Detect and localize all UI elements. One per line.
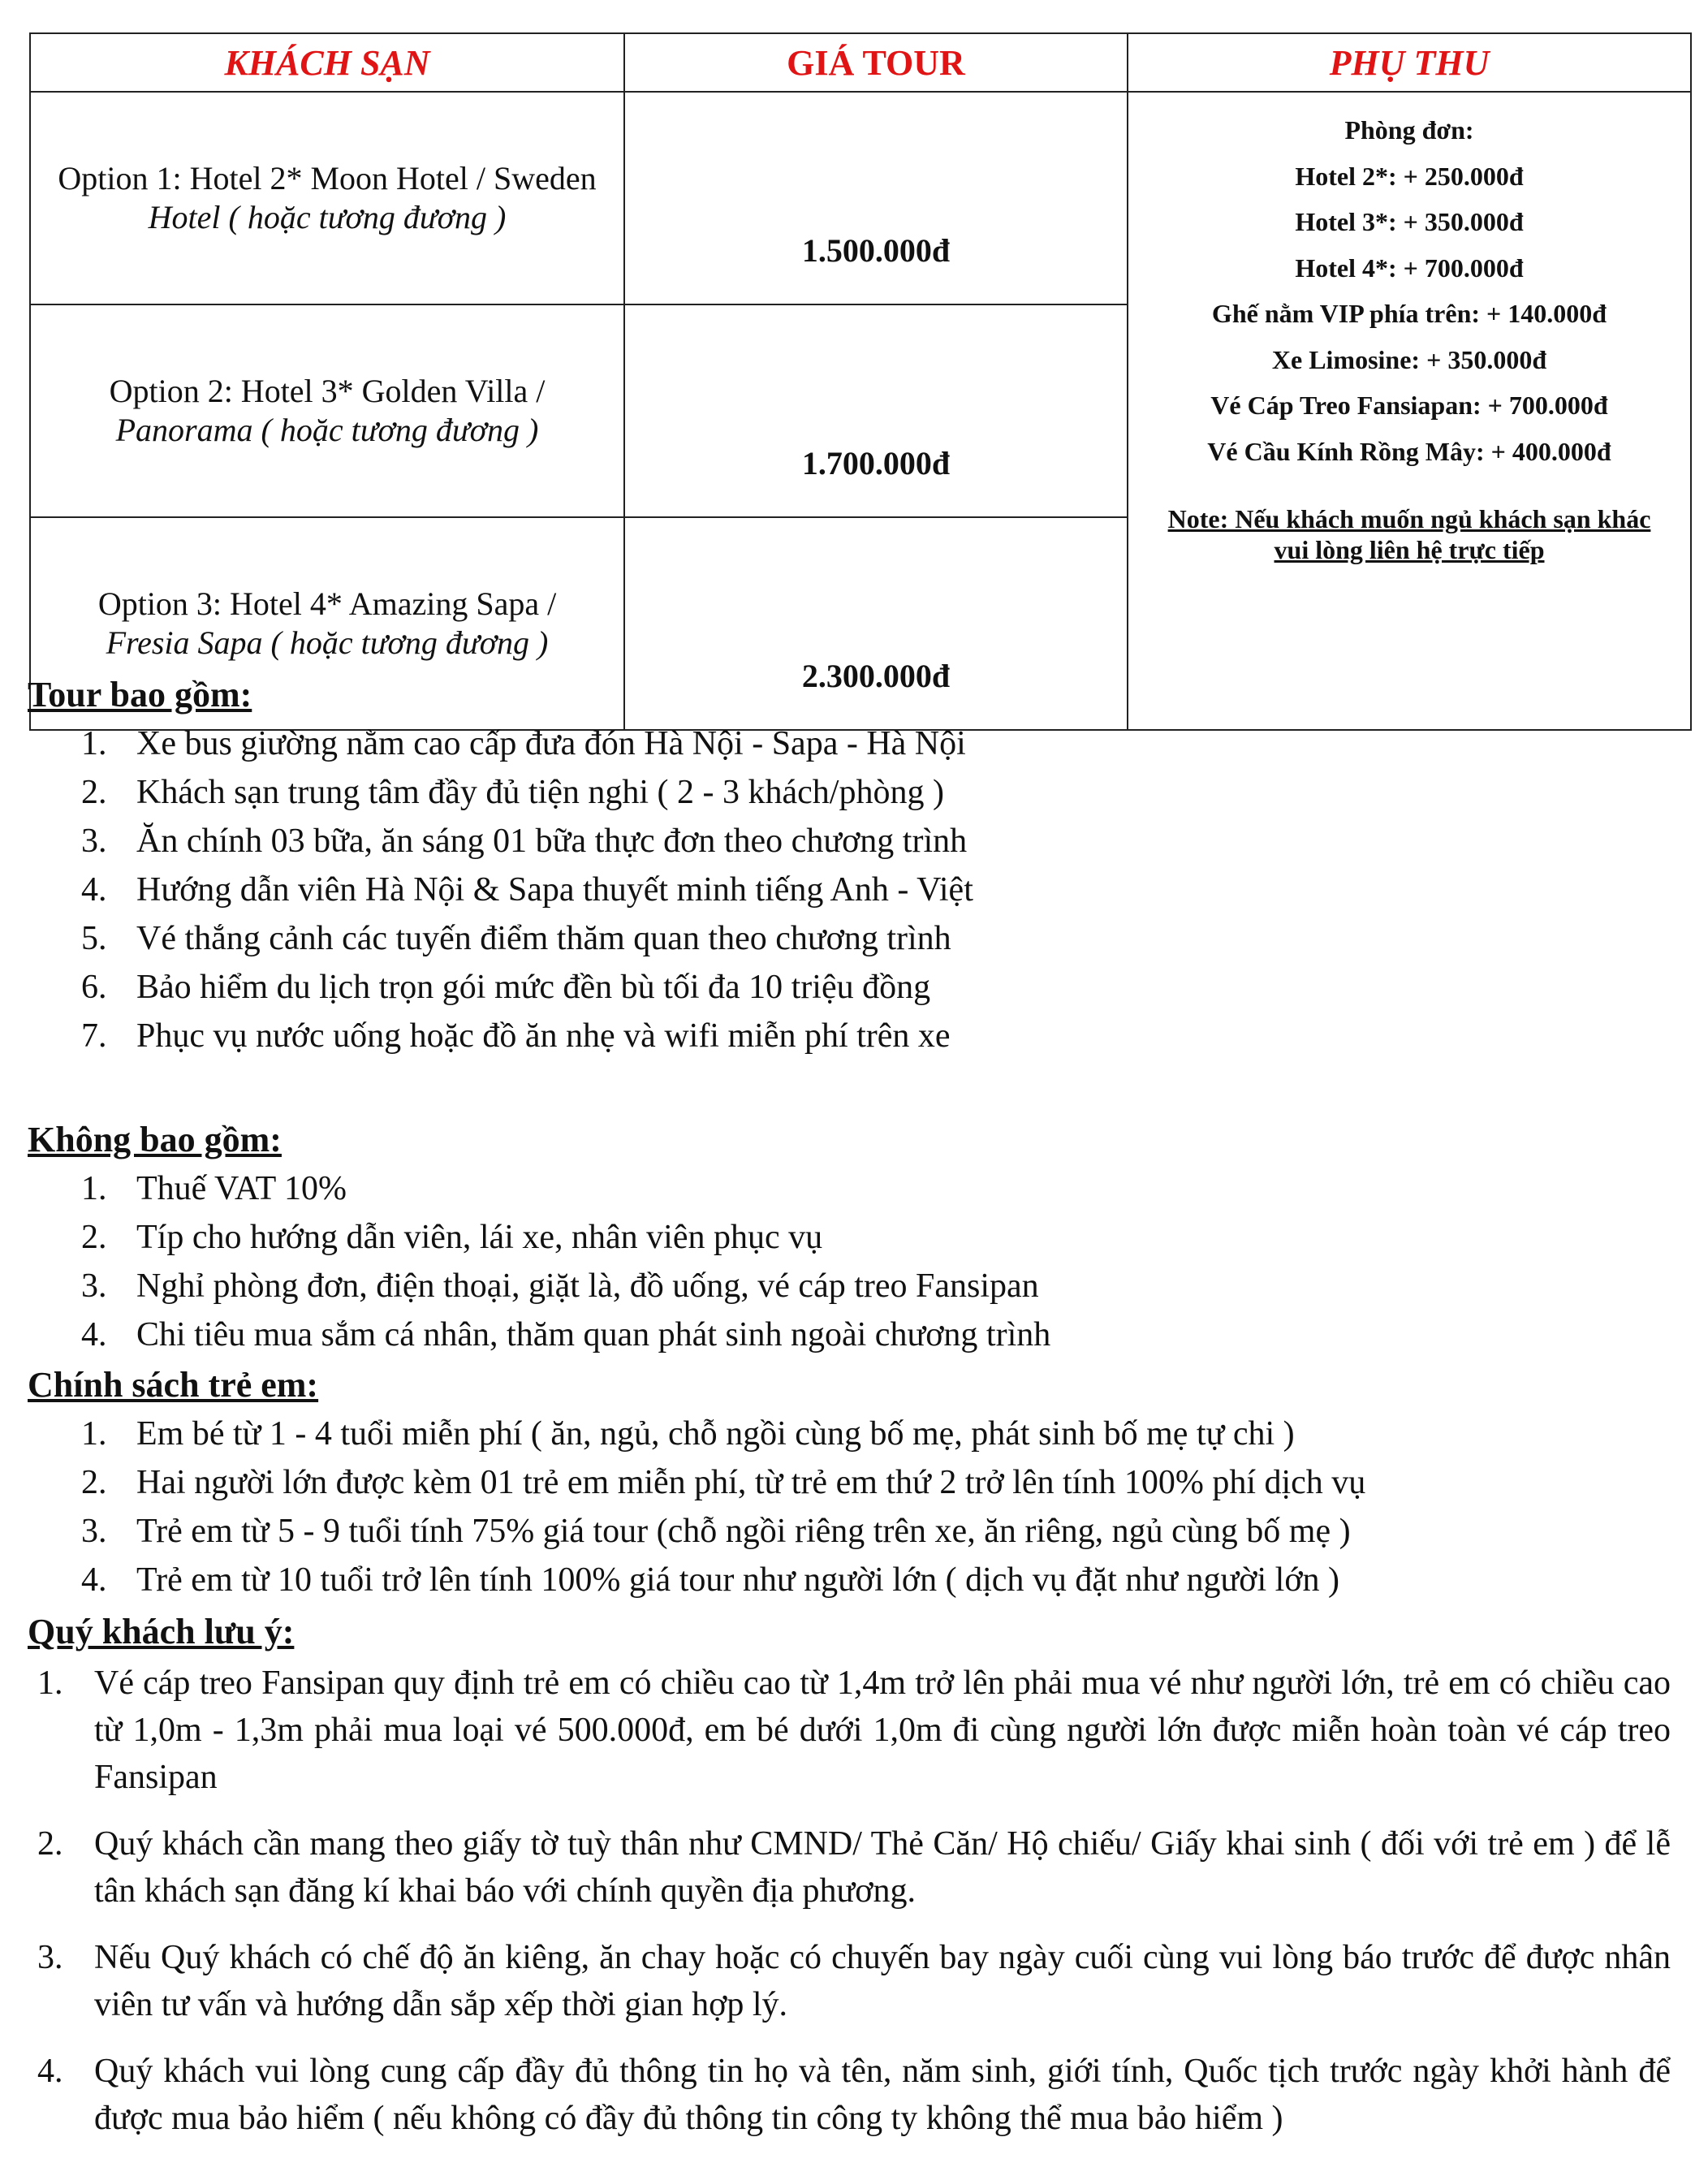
notes-section (28, 1608, 1684, 2161)
surcharge-line: Vé Cầu Kính Rồng Mây: + 400.000đ (1207, 436, 1611, 466)
list-item: 3. Ăn chính 03 bữa, ăn sáng 01 bữa thực đơn theo chương trình (81, 822, 968, 860)
children-title: Chính sách trẻ em: (28, 1365, 319, 1405)
price-cell: 2.300.000đ (624, 517, 1128, 730)
price-table (29, 32, 1692, 731)
list-item: 1. Xe bus giường nằm cao cấp đưa đón Hà Nội - Sapa - Hà Nội (81, 725, 966, 762)
list-item: 3. Trẻ em từ 5 - 9 tuổi tính 75% giá tour (chỗ ngồi riêng trên xe, ăn riêng, ngủ cùng bố mẹ ) (81, 1513, 1351, 1550)
surcharge-line: Hotel 2*: + 250.000đ (1295, 161, 1524, 191)
list-item: 6. Bảo hiểm du lịch trọn gói mức đền bù tối đa 10 triệu đồng (81, 969, 931, 1006)
header-price: GIÁ TOUR (624, 33, 1128, 92)
header-hotel: KHÁCH SẠN (30, 33, 624, 92)
list-item: 2. Khách sạn trung tâm đầy đủ tiện nghi ( 2 - 3 khách/phòng ) (81, 774, 944, 811)
list-item: 4. Hướng dẫn viên Hà Nội & Sapa thuyết minh tiếng Anh - Việt (81, 871, 973, 909)
surcharge-line: Xe Limosine: + 350.000đ (1271, 344, 1547, 374)
hotel-cell (30, 92, 624, 304)
list-item: 4. Chi tiêu mua sắm cá nhân, thăm quan phát sinh ngoài chương trình (81, 1316, 1051, 1354)
notes-list (28, 1660, 1684, 2142)
list-item: 1. Em bé từ 1 - 4 tuổi miễn phí ( ăn, ngủ, chỗ ngồi cùng bố mẹ, phát sinh bố mẹ tự chi ) (81, 1415, 1295, 1453)
list-item: 1. Vé cáp treo Fansipan quy định trẻ em có chiều cao từ 1,4m trở lên phải mua vé như người lớn, trẻ em có chiều cao từ 1,0m - 1,3m phải mua loại vé 500.000đ, em bé dưới 1,0m đi cùng người lớn được miễn hoàn toàn vé cáp treo Fansipan (37, 1664, 1671, 1796)
hotel-option-name: Option 2: Hotel 3* Golden Villa / (109, 373, 546, 409)
hotel-option-alt: Fresia Sapa ( hoặc tương đương ) (106, 624, 549, 661)
excluded-list (28, 1164, 1684, 1359)
surcharge-cell (1128, 92, 1691, 730)
table-row (30, 92, 1691, 304)
surcharge-line: Phòng đơn: (1344, 115, 1474, 145)
surcharge-note (1128, 503, 1690, 565)
hotel-cell (30, 304, 624, 517)
header-extra: PHỤ THU (1128, 33, 1691, 92)
surcharge-line: Hotel 3*: + 350.000đ (1295, 207, 1524, 236)
children-list (28, 1410, 1684, 1604)
children-section (28, 1361, 1684, 1604)
included-list (28, 719, 1684, 1060)
list-item: 2. Quý khách cần mang theo giấy tờ tuỳ thân như CMND/ Thẻ Căn/ Hộ chiếu/ Giấy khai sinh ( đối với trẻ em ) để lễ tân khách sạn đăng kí khai báo với chính quyền địa phương. (37, 1825, 1671, 1910)
list-item: 2. Hai người lớn được kèm 01 trẻ em miễn phí, từ trẻ em thứ 2 trở lên tính 100% phí dịch vụ (81, 1464, 1366, 1501)
hotel-option-name: Option 3: Hotel 4* Amazing Sapa / (97, 585, 557, 622)
price-cell: 1.700.000đ (624, 304, 1128, 517)
list-item: 7. Phục vụ nước uống hoặc đồ ăn nhẹ và wifi miễn phí trên xe (81, 1017, 951, 1055)
table-header-row (30, 33, 1691, 92)
surcharge-line: Ghế nằm VIP phía trên: + 140.000đ (1211, 299, 1607, 328)
hotel-option-alt: Hotel ( hoặc tương đương ) (148, 199, 507, 235)
list-item: 3. Nếu Quý khách có chế độ ăn kiêng, ăn chay hoặc có chuyến bay ngày cuối cùng vui lòng báo trước để được nhân viên tư vấn và hướng dẫn sắp xếp thời gian hợp lý. (37, 1939, 1671, 2023)
list-item: 4. Quý khách vui lòng cung cấp đầy đủ thông tin họ và tên, năm sinh, giới tính, Quốc tịch trước ngày khởi hành để được mua bảo hiểm ( nếu không có đầy đủ thông tin công ty không thể mua bảo hiểm ) (37, 2053, 1671, 2137)
list-item: 1. Thuế VAT 10% (81, 1170, 347, 1207)
surcharge-line: Vé Cáp Treo Fansiapan: + 700.000đ (1210, 391, 1608, 420)
note-line-1: Note: Nếu khách muốn ngủ khách sạn khác (1167, 504, 1651, 533)
notes-title: Quý khách lưu ý: (28, 1612, 295, 1651)
note-line-2: vui lòng liên hệ trực tiếp (1274, 535, 1545, 564)
list-item: 5. Vé thắng cảnh các tuyến điểm thăm quan theo chương trình (81, 920, 951, 957)
hotel-option-name: Option 1: Hotel 2* Moon Hotel / Sweden (58, 160, 597, 196)
excluded-title: Không bao gồm: (28, 1120, 282, 1159)
price-cell: 1.500.000đ (624, 92, 1128, 304)
excluded-section (28, 1116, 1684, 1359)
list-item: 2. Típ cho hướng dẫn viên, lái xe, nhân viên phục vụ (81, 1219, 823, 1256)
list-item: 4. Trẻ em từ 10 tuổi trở lên tính 100% giá tour như người lớn ( dịch vụ đặt như người lớn ) (81, 1561, 1340, 1599)
surcharge-line: Hotel 4*: + 700.000đ (1295, 253, 1524, 283)
included-title: Tour bao gồm: (28, 675, 252, 715)
included-section (28, 671, 1684, 1060)
hotel-option-alt: Panorama ( hoặc tương đương ) (115, 412, 539, 448)
list-item: 3. Nghỉ phòng đơn, điện thoại, giặt là, đồ uống, vé cáp treo Fansipan (81, 1267, 1039, 1305)
